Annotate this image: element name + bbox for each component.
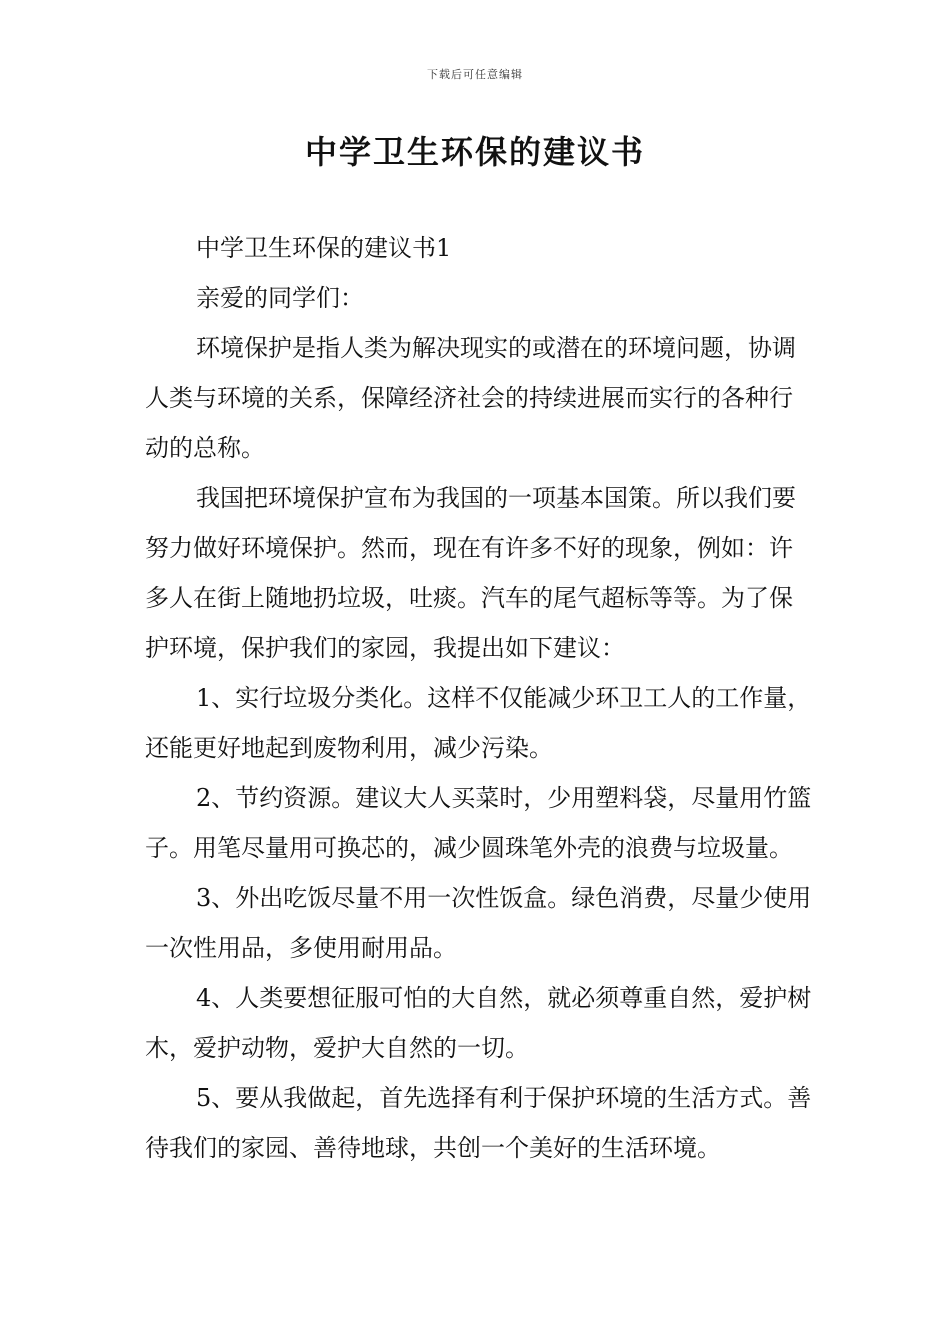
document-title: 中学卫生环保的建议书 [304, 133, 645, 171]
paragraph-salutation: 亲爱的同学们： [196, 284, 364, 312]
paragraph-suggestion-2: 2、节约资源。建议大人买菜时，少用塑料袋，尽量用竹篮子。用笔尽量用可换芯的，减少圆珠笔外壳的浪费与垃圾量。 [145, 784, 812, 862]
document-body [145, 223, 815, 1173]
paragraph-subtitle: 中学卫生环保的建议书1 [196, 234, 452, 262]
paragraph-suggestion-5: 5、要从我做起，首先选择有利于保护环境的生活方式。善待我们的家园、善待地球，共创一个美好的生活环境。 [145, 1084, 812, 1162]
paragraph-suggestion-3: 3、外出吃饭尽量不用一次性饭盒。绿色消费，尽量少使用一次性用品，多使用耐用品。 [145, 884, 812, 962]
paragraph-definition: 环境保护是指人类为解决现实的或潜在的环境问题，协调人类与环境的关系，保障经济社会的持续进展而实行的各种行动的总称。 [145, 334, 796, 462]
paragraph-suggestion-1: 1、实行垃圾分类化。这样不仅能减少环卫工人的工作量，还能更好地起到废物利用，减少污染。 [145, 684, 812, 762]
paragraph-suggestion-4: 4、人类要想征服可怕的大自然，就必须尊重自然，爱护树木，爱护动物，爱护大自然的一切。 [145, 984, 812, 1062]
paragraph-background: 我国把环境保护宣布为我国的一项基本国策。所以我们要努力做好环境保护。然而，现在有许多不好的现象，例如：许多人在街上随地扔垃圾，吐痰。汽车的尾气超标等等。为了保护环境，保护我们的家园，我提出如下建议： [145, 484, 796, 662]
header-note: 下载后可任意编辑 [427, 68, 523, 81]
